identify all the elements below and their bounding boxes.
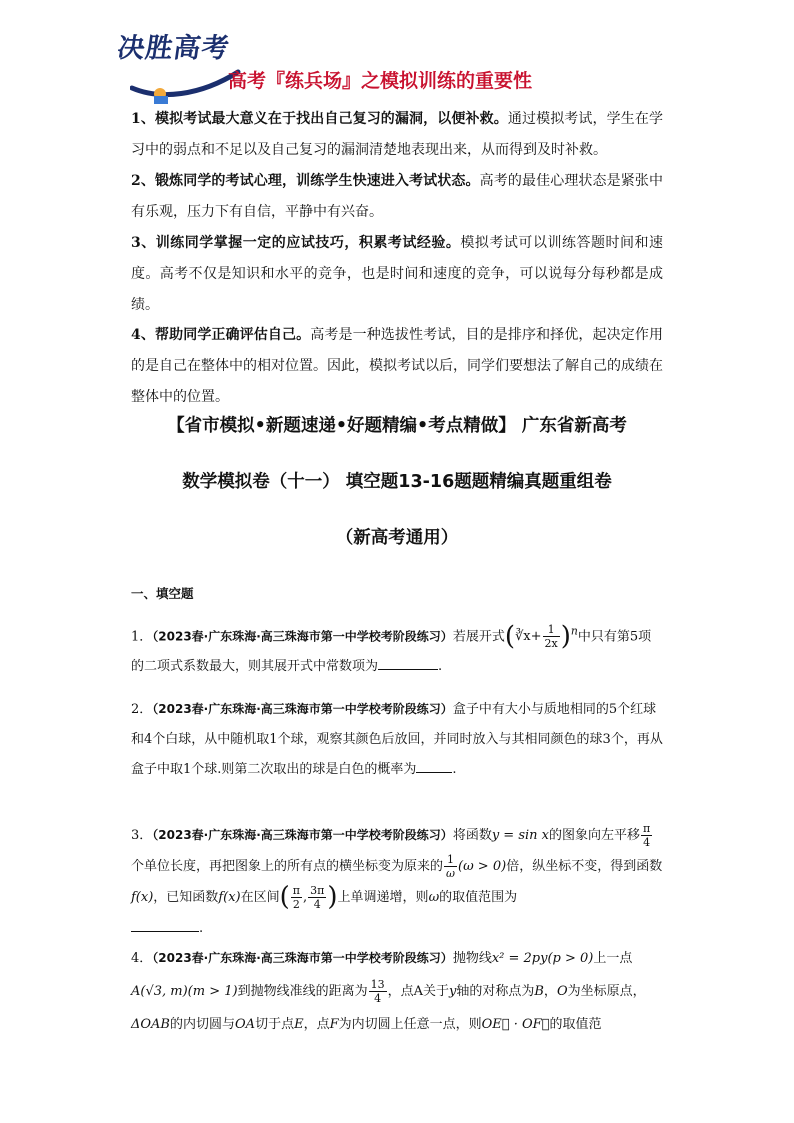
q3-int-b [308,884,326,911]
q3-pi4-den: 4 [643,836,651,849]
q3-int-b-num: 3π [310,884,325,897]
q3-omega: ω [428,890,440,905]
q1-frac-den: 2x [544,637,558,651]
q1-end: . [438,659,443,675]
q3-text-b: 的图象向左平移 [549,828,641,843]
q4-text-i: 切于点 [255,1017,295,1032]
q4-number: 4． [131,951,153,966]
q3-inverse [444,853,457,880]
q3-number: 3． [131,828,153,843]
q1-expression: (∛x+ $\frac{1}{2x}$ )$^n$ [504,621,578,652]
q1-exponent: n [570,625,578,638]
q4-source: （2023春·广东珠海·高三珠海市第一中学校考阶段练习） [152,951,453,965]
question-3 [131,820,663,944]
q3-answer-blank[interactable] [131,917,199,932]
q4-text-e: 轴的对称点为 [456,984,535,999]
q4-triangle: ΔOAB [131,1017,170,1032]
q4-text-j: ，点 [303,1017,330,1032]
q4-text-d: ，点A关于 [387,984,449,999]
intro-p1-bold: 1、模拟考试最大意义在于找出自己复习的漏洞，以便补救。 [131,111,508,127]
paper-title [100,398,694,566]
q3-int-a-den: 2 [292,898,300,911]
intro-p1-text: 通过模拟考试，学生在学习中的弱点和不足以及自己复习的漏洞清楚地表现出来，从而得到及时补救。 [131,111,663,158]
q1-answer-blank[interactable] [378,655,438,670]
q1-source: （2023春·广东珠海·高三珠海市第一中学校考阶段练习） [152,629,453,644]
q2-end: . [452,762,457,777]
q4-text-c: 到抛物线准线的距离为 [237,984,368,999]
q3-fx-2: f(x) [218,890,241,905]
q1-fraction [543,623,560,650]
q4-yaxis: y [448,984,457,999]
q3-source: （2023春·广东珠海·高三珠海市第一中学校考阶段练习） [152,828,453,842]
intro-p2-bold: 2、锻炼同学的考试心理，训练学生快速进入考试状态。 [131,173,480,189]
q4-B: B [534,984,544,999]
q4-E: E [294,1017,304,1032]
intro-p3-text: 模拟考试可以训练答题时间和速度。高考不仅是知识和水平的竞争，也是时间和速度的竞争，可以说每分每秒都是成绩。 [131,235,663,313]
intro-p3-bold: 3、训练同学掌握一定的应试技巧，积累考试经验。 [131,235,461,251]
q3-text-d: 倍，纵坐标不变，得到函数 [506,859,663,874]
question-1 [131,617,663,682]
title-line-3: （新高考通用） [335,528,459,548]
q4-frac-num: 13 [370,978,385,991]
q3-inv-den: ω [446,867,455,880]
intro-p4-text: 高考是一种选拔性考试，目的是排序和择优，起决定作用的是自己在整体中的相对位置。因此，模拟考试以后，同学们要想法了解自己的成绩在整体中的位置。 [131,327,663,405]
q3-int-b-den: 4 [313,898,321,911]
q1-number: 1． [131,629,153,645]
q3-cond: (ω > 0) [458,859,507,874]
q4-fraction [369,978,387,1005]
q1-root: ∛x [514,629,531,645]
section-label: 一、填空题 [131,586,194,601]
q4-dot-product: OE⃗ · OF⃗ [481,1017,550,1032]
q3-func: y = sin x [491,828,549,843]
q4-text-g: 为坐标原点， [567,984,646,999]
intro-paragraph-2 [131,166,663,228]
question-4 [131,942,663,1041]
q2-answer-blank[interactable] [416,758,452,773]
q3-text-h: 的取值范围为 [439,890,518,905]
q3-text-a: 将函数 [452,828,492,843]
q2-number: 2． [131,702,153,717]
title-line-2: 数学模拟卷（十一） 填空题13-16题题精编真题重组卷 [182,472,612,492]
q3-text-f: 在区间 [240,890,280,905]
q4-text-a: 抛物线 [452,951,492,966]
intro-p4-bold: 4、帮助同学正确评估自己。 [131,327,311,343]
q3-interval: ( $\frac{\pi}{2}$ , $\frac{3\pi}{4}$ ) [279,882,338,912]
q3-pi4 [641,822,652,849]
banner-title: 高考『练兵场』之模拟训练的重要性 [228,70,533,92]
q4-O: O [556,984,568,999]
intro-p2-text: 高考的最佳心理状态是紧张中有乐观，压力下有自信，平静中有兴奋。 [131,173,664,220]
q4-parabola: x² = 2py(p > 0) [491,951,594,966]
q3-text-c: 个单位长度，再把图象上的所有点的横坐标变为原来的 [131,859,444,874]
q3-end: . [199,921,204,936]
q3-pi4-num: π [643,822,651,835]
q3-int-a [291,884,302,911]
q4-point: A(√3, m)(m > 1) [131,984,238,999]
q2-text: 盒子中有大小与质地相同的5个红球和4个白球，从中随机取1个球，观察其颜色后放回，并同时放入与其相同颜色的球3个，再从盒子中取1个球.则第二次取出的球是白色的概率为 [131,702,663,777]
q4-text-k: 为内切圆上任意一点，则 [338,1017,482,1032]
question-2 [131,694,663,785]
brand-logo [115,26,246,106]
q4-F: F [329,1017,339,1032]
q4-OA: OA [235,1017,256,1032]
q4-text-h: 的内切圆与 [170,1017,236,1032]
intro-paragraph-3 [131,228,663,321]
q4-text-b: 上一点 [593,951,633,966]
q1-frac-num: 1 [543,623,560,637]
logo-swoosh-icon [130,66,242,106]
q3-inv-num: 1 [444,853,457,867]
q4-text-f: ， [543,984,557,999]
q4-frac-den: 4 [374,992,382,1005]
title-line-1: 【省市模拟•新题速递•好题精编•考点精做】 广东省新高考 [167,416,627,436]
q1-text-b: 中只有第5项的二项式系数最大，则其展开式中常数项为 [131,629,652,675]
q3-text-e: ，已知函数 [153,890,219,905]
q4-text-l: 的取值范 [549,1017,602,1032]
q3-int-a-num: π [292,884,301,897]
q3-fx: f(x) [131,890,154,905]
logo-text: 决胜高考 [115,33,232,64]
q2-source: （2023春·广东珠海·高三珠海市第一中学校考阶段练习） [152,702,453,716]
intro-paragraph-1 [131,104,663,166]
q1-plus: + [530,629,542,645]
q3-text-g: 上单调递增，则 [337,890,429,905]
q1-text-a: 若展开式 [452,629,505,645]
